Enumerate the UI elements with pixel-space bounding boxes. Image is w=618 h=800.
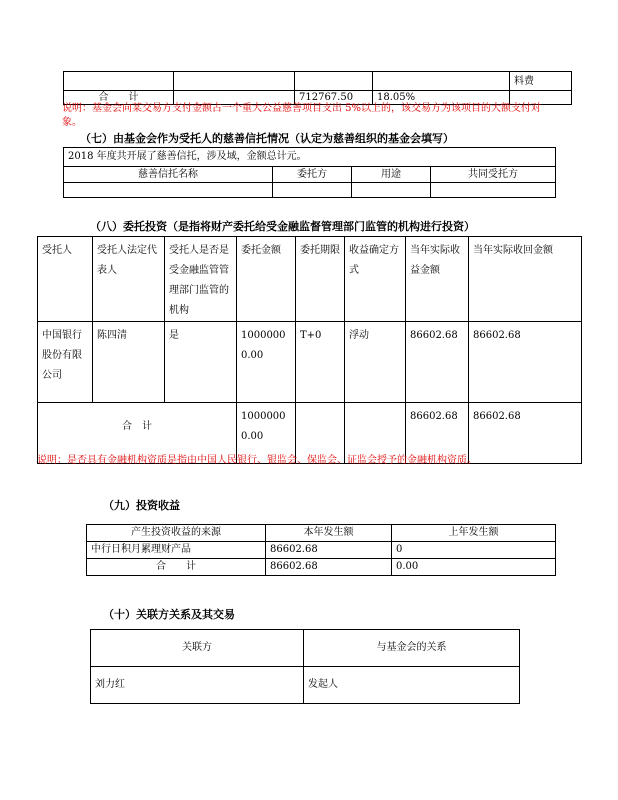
table-row (64, 183, 556, 198)
column-header: 委托金额 (237, 237, 296, 322)
column-header: 受托人是否是受金融监管管理部门监管的机构 (165, 237, 237, 322)
column-header: 产生投资收益的来源 (87, 525, 266, 542)
total-current: 86602.68 (266, 559, 392, 576)
table-row (87, 542, 556, 559)
total-row (87, 559, 556, 576)
term-cell: T+0 (296, 322, 345, 403)
charity-trust-table (63, 147, 556, 198)
table-header-row (38, 237, 582, 322)
note-large-payment: 说明：基金会向某交易方支付金额占一个重大公益慈善项目支出 5%以上的，该交易方为该项目的大额支付对象。 (62, 103, 542, 128)
table-header-row (91, 630, 520, 667)
expense-table (63, 71, 572, 105)
column-header: 受托人法定代表人 (93, 237, 165, 322)
column-header: 本年发生额 (266, 525, 392, 542)
section10-title: （十）关联方关系及其交易 (103, 608, 235, 621)
column-header: 关联方 (91, 630, 304, 667)
total-label: 合 计 (64, 91, 174, 105)
total-label: 合 计 (38, 403, 237, 464)
column-header: 用途 (352, 167, 431, 183)
column-header: 共同受托方 (431, 167, 556, 183)
previous-cell: 0 (392, 542, 556, 559)
section9-title: （九）投资收益 (103, 499, 180, 512)
table-row (64, 72, 572, 91)
table-header-row (87, 525, 556, 542)
trust-summary: 2018 年度共开展了慈善信托，涉及域，金额总计元。 (64, 148, 556, 167)
related-party-table (90, 629, 520, 704)
income-cell: 86602.68 (406, 322, 469, 403)
current-cell: 86602.68 (266, 542, 392, 559)
trustee-cell: 中国银行股份有限公司 (38, 322, 93, 403)
column-header: 上年发生额 (392, 525, 556, 542)
total-amount: 10000000.00 (237, 403, 296, 464)
relation-cell: 发起人 (304, 667, 520, 704)
column-header: 当年实际收益金额 (406, 237, 469, 322)
party-cell: 刘力红 (91, 667, 304, 704)
column-header: 当年实际收回金额 (469, 237, 582, 322)
regulated-cell: 是 (165, 322, 237, 403)
total-label: 合 计 (87, 559, 266, 576)
table-cell: 料费 (510, 72, 572, 91)
note-financial-qualification: 说明：是否具有金融机构资质是指由中国人民银行、银监会、保监会、证监会授予的金融机构资质。 (37, 455, 477, 466)
column-header: 慈善信托名称 (64, 167, 273, 183)
source-cell: 中行日积月累理财产品 (87, 542, 266, 559)
rep-cell: 陈四清 (93, 322, 165, 403)
total-recovered: 86602.68 (469, 403, 582, 464)
table-row (91, 667, 520, 704)
section8-title: （八）委托投资（是指将财产委托给受金融监督管理部门监管的机构进行投资） (90, 220, 475, 233)
column-header: 收益确定方式 (345, 237, 406, 322)
table-row (38, 322, 582, 403)
total-previous: 0.00 (392, 559, 556, 576)
method-cell: 浮动 (345, 322, 406, 403)
section7-title: （七）由基金会作为受托人的慈善信托情况（认定为慈善组织的基金会填写） (80, 132, 454, 145)
table-header-row (64, 167, 556, 183)
total-income: 86602.68 (406, 403, 469, 464)
column-header: 受托人 (38, 237, 93, 322)
total-amount: 712767.50 (295, 91, 373, 105)
total-ratio: 18.05% (373, 91, 510, 105)
column-header: 委托期限 (296, 237, 345, 322)
entrusted-investment-table (37, 236, 582, 464)
investment-income-table (86, 524, 556, 576)
column-header: 与基金会的关系 (304, 630, 520, 667)
column-header: 委托方 (273, 167, 352, 183)
recovered-cell: 86602.68 (469, 322, 582, 403)
amount-cell: 10000000.00 (237, 322, 296, 403)
